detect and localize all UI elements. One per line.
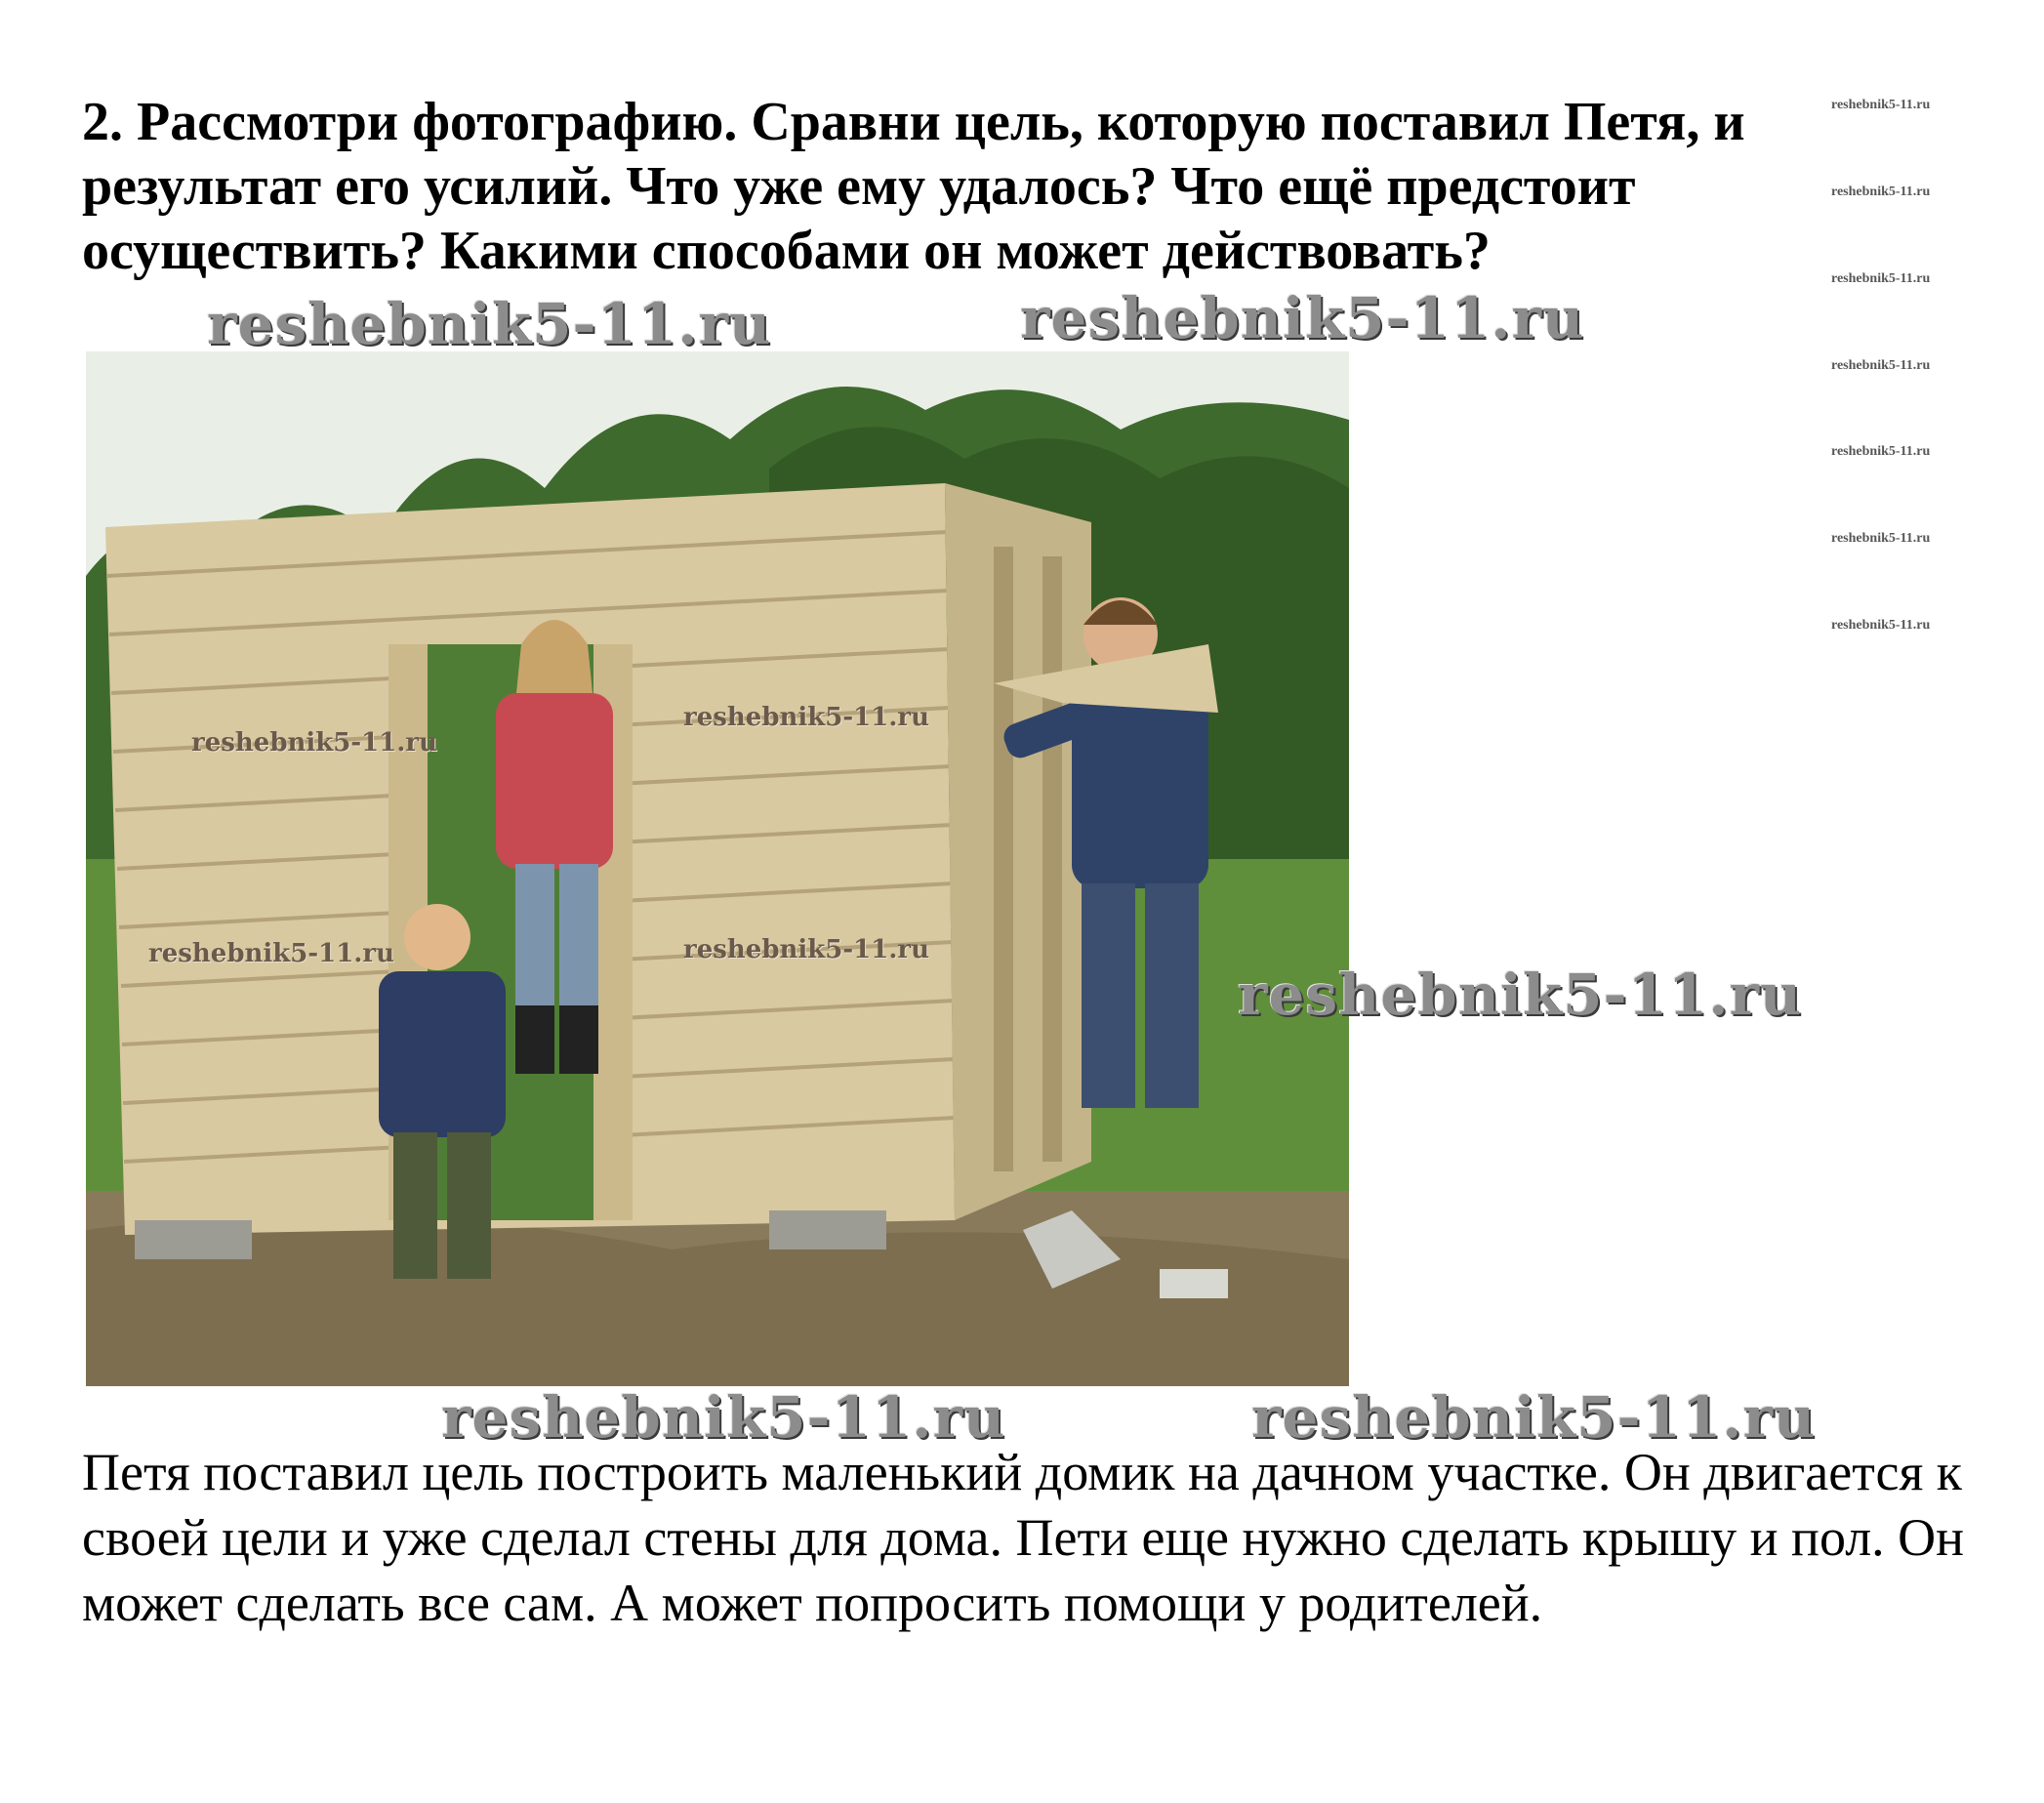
watermark: reshebnik5-11.ru [1251,1384,1817,1451]
answer-text: Петя поставил цель построить маленький домик на дачном участке. Он двигается к своей цели и уже сделал стены для дома. Пети еще нужно сделать крышу и пол. Он может сделать все сам. А может попросить помощи у родителей. [82,1443,1965,1632]
watermark: reshebnik5-11.ru [1020,285,1585,351]
watermark: reshebnik5-11.ru [207,291,772,357]
watermark: reshebnik5-11.ru [441,1384,1006,1451]
side-watermark: reshebnik5-11.ru [1831,618,1931,633]
watermark: reshebnik5-11.ru [1238,962,1803,1028]
photo-watermark: reshebnik5-11.ru [683,703,930,732]
photo-illustration [86,351,1349,1386]
side-watermark: reshebnik5-11.ru [1831,98,1931,112]
side-watermark: reshebnik5-11.ru [1831,271,1931,286]
side-watermark: reshebnik5-11.ru [1831,444,1931,459]
question-text: 2. Рассмотри фотографию. Сравни цель, которую поставил Петя, и результат его усилий. Что уже ему удалось? Что ещё предстоит осуществить? Какими способами он может действовать? [82,92,1745,281]
side-watermark: reshebnik5-11.ru [1831,531,1931,546]
photo-watermark: reshebnik5-11.ru [683,935,930,964]
photo-watermark: reshebnik5-11.ru [191,728,438,758]
side-watermark: reshebnik5-11.ru [1831,358,1931,373]
side-watermark: reshebnik5-11.ru [1831,184,1931,199]
house-photo [86,351,1349,1386]
photo-watermark: reshebnik5-11.ru [148,939,395,968]
